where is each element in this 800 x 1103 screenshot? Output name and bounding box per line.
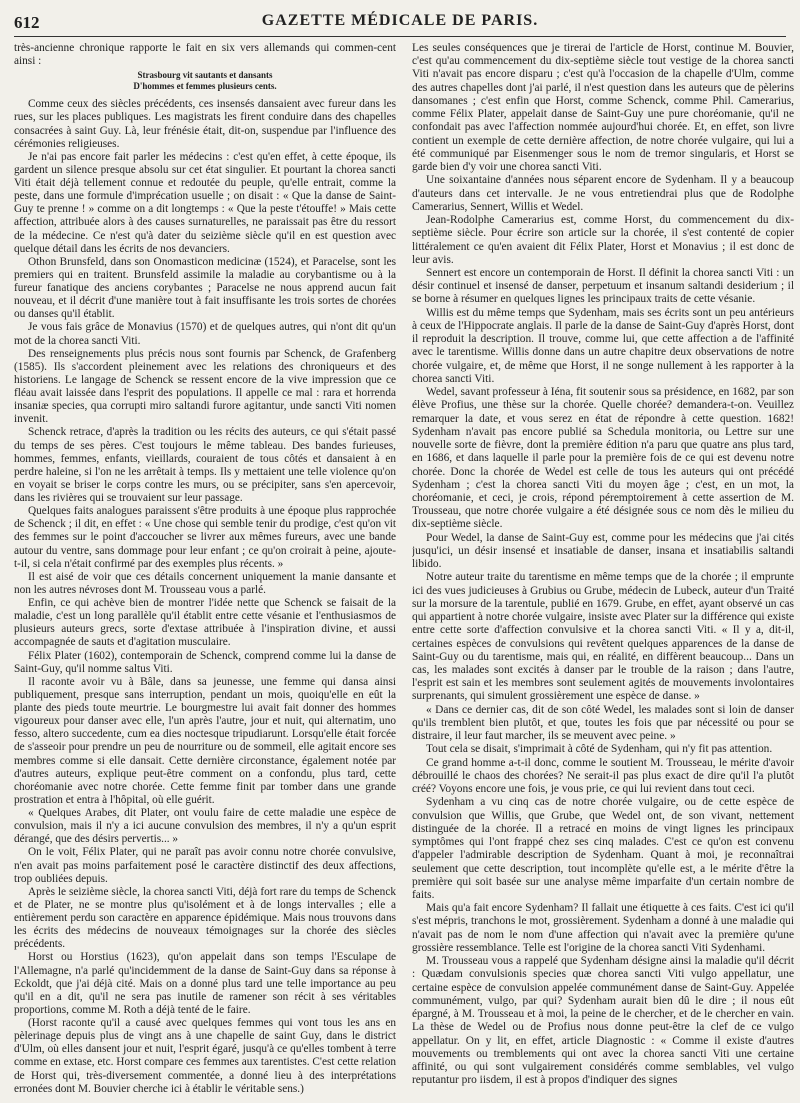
left-column [14, 42, 396, 1098]
paragraph: Schenck retrace, d'après la tradition ou les récits des auteurs, ce qui s'était passé du temps de ses pères. C'est toujours le même tableau. Des bandes furieuses, hommes, femmes, enfants, vieillards, couraient de tous côtés et dansaient à en perdre haleine, si l'on ne les arrêtait à temps. Ils y mettaient une telle violence qu'on en voyait se briser le corps contre les murs, ou se précipiter, sans s'en apercevoir, dans les rivières qui se trouvaient sur leur passage. [14, 426, 396, 504]
paragraph: Il raconte avoir vu à Bâle, dans sa jeunesse, une femme qui dansa ainsi publiquement, presque sans interruption, pendant un mois, quoiqu'elle en eût la plante des pieds toute meurtrie. Le bourgmestre lui avait fait donner des hommes vigoureux pour danser avec elle, l'un après l'autre, jour et nuit, qui alternatim, uno fesso, altero succedente, cum ea dies noctesque tripudiarunt. Lorsqu'elle était forcée de s'asseoir pour prendre un peu de nourriture ou de sommeil, elle agitait encore ses membres comme si elle dansait. Cette dernière circonstance, également notée par d'autres auteurs, explique peut-être comment on a confondu, plus tard, cette choréomanie avec notre chorée. Cette femme finit par tomber dans une grande prostration et entra à l'hôpital, où elle guérit. [14, 675, 396, 806]
paragraph: Félix Plater (1602), contemporain de Schenck, comprend comme lui la danse de Saint-Guy, qu'il nomme saltus Viti. [14, 649, 396, 675]
paragraph: Sydenham a vu cinq cas de notre chorée vulgaire, ou de cette espèce de convulsion que Willis, que Grube, que Wedel ont, de son vivant, nettement distinguée de la chorée. Il a retracé en moins de vingt lignes les principaux symptômes qui l'ont frappé chez ses cinq malades. C'est ce qu'on est convenu d'appeler l'admirable description de Sydenham. Quant à moi, je reconnaîtrai seulement que cette description, tout incomplète qu'elle est, a le mérite d'être la première qui soit basée sur une analyse même imparfaite d'un certain nombre de faits. [412, 796, 794, 901]
paragraph: Comme ceux des siècles précédents, ces insensés dansaient avec fureur dans les rues, sur les places publiques. Les magistrats les firent conduire dans des chapelles consacrées à saint Guy. Là, leur frénésie était, dit-on, suspendue par l'influence des cérémonies religieuses. [14, 98, 396, 150]
paragraph: Notre auteur traite du tarentisme en même temps que de la chorée ; il emprunte ici des vues judicieuses à Grubius ou Grube, médecin de Lubeck, auteur d'un Traité sur la morsure de la tarentule, publié en 1679. Grube, en effet, ayant observé un cas qui appartient à notre chorée vulgaire, insiste avec Plater sur la différence qui existe entre cette sorte d'affection convulsive et la chorea sancti Viti. « Il y a, dit-il, certaines espèces de convulsions qui revêtent quelques apparences de la danse de Saint-Guy ou du tarentisme, mais qui, en réalité, en diffèrent beaucoup... Dans un cas, les malades sont excités à danser par le trouble de la raison ; dans l'autre, l'esprit est sain et les membres sont seulement agités de mouvements involontaires surprenants, qui simulent grossièrement une espèce de danse. » [412, 571, 794, 703]
paragraph: Ce grand homme a-t-il donc, comme le soutient M. Trousseau, le mérite d'avoir débrouillé le chaos des chorées? Ne serait-il pas plus exact de dire qu'il l'a plutôt créé? Voyons encore une fois, je vous prie, ce qui lui revient dans tout ceci. [412, 756, 794, 796]
intro-paragraph: très-ancienne chronique rapporte le fait en six vers allemands qui commen-cent ainsi : [14, 42, 396, 68]
paragraph: (Horst raconte qu'il a causé avec quelques femmes qui vont tous les ans en pèlerinage depuis plus de vingt ans à une chapelle de saint Guy, dans le district d'Ulm, où elles dansent jour et nuit, l'esprit égaré, jusqu'à ce qu'elles tombent à terre comme en extase, etc. Horst compare ces femmes aux tarentistes. C'est cette relation de Horst qui, très-diversement commentée, a donné lieu à des interprétations erronées dont M. Bouvier cherche ici à établir le véritable sens.) [14, 1017, 396, 1095]
paragraph: Des renseignements plus précis nous sont fournis par Schenck, de Grafenberg (1585). Ils s'accordent pleinement avec les relations des chroniqueurs et des historiens. Le langage de Schenck se ressent encore de la vive impression que ce fléau avait laissée dans l'esprit des populations. Il appelle ce mal : rara et horrenda insaniæ species, qua corrupti miro saltandi furore agitantur, unde sancti Viti nomen invenit. [14, 347, 396, 426]
right-column [412, 42, 794, 1098]
paragraph: Willis est du même temps que Sydenham, mais ses écrits sont un peu antérieurs à ceux de l'Hippocrate anglais. Il parle de la danse de Saint-Guy d'après Horst, dont il reproduit la description. Il trouve, comme lui, que cette affection a de l'affinité avec le tarentisme. Willis donne dans un autre chapitre deux observations de notre chorée vulgaire, et, de même que Horst, il ne songe nullement à les rapporter à la chorea sancti Viti. [412, 306, 794, 385]
paragraph: « Dans ce dernier cas, dit de son côté Wedel, les malades sont si loin de danser qu'ils tremblent bien plutôt, et que, toutes les fois que par nécessité ou pour se distraire, il leur faut marcher, ils se meuvent avec peine. » [412, 703, 794, 743]
journal-title: GAZETTE MÉDICALE DE PARIS. [261, 12, 539, 29]
paragraph: Enfin, ce qui achève bien de montrer l'idée nette que Schenck se faisait de la maladie, c'est un long parallèle qu'il établit entre cette vésanie et l'enthusiasmos de plusieurs auteurs grecs, sorte d'extase attribuée à l'inspiration divine, et aussi accompagnée de sauts et d'agitation musculaire. [14, 597, 396, 649]
paragraph: Tout cela se disait, s'imprimait à côté de Sydenham, qui n'y fit pas attention. [426, 743, 773, 756]
verse-line: Strasbourg vit sautants et dansants [137, 70, 273, 81]
paragraph: Il est aisé de voir que ces détails concernent uniquement la manie dansante et non les autres névroses dont M. Trousseau vous a parlé. [14, 570, 396, 596]
paragraph: Wedel, savant professeur à Iéna, fit soutenir sous sa présidence, en 1682, par son élève Profius, une thèse sur la chorée. Quelle chorée? demandera-t-on. Veuillez remarquer la date, et vous serez en état de répondre à cette question. 1682! Sydenham n'avait pas encore publié sa Schedula monitoria, ou Lettre sur une nouvelle sorte de fièvre, dont la première édition n'a paru que quatre ans plus tard, en 1686, et dans laquelle il parle pour la première fois de ce qui est devenu notre chorée. Donc la chorée de Wedel est celle de tous les auteurs qui ont précédé Sydenham ; c'est la chorea sancti Viti du moyen âge ; c'est, en un mot, la choréomanie, et ceci, je crois, répond péremptoirement à cette assertion de M. Trousseau, que notre chorée vulgaire a été désignée sous ce nom dès le milieu du dix-septième siècle. [412, 386, 794, 531]
verse-line: D'hommes et femmes plusieurs cents. [133, 81, 277, 92]
paragraph: Jean-Rodolphe Camerarius est, comme Horst, du commencement du dix-septième siècle. Pour écrire son article sur la chorée, il s'est contenté de copier littéralement ce qu'en avaient dit Félix Plater, Horst et Monavius ; il est donc de leur avis. [412, 214, 794, 266]
paragraph: Je vous fais grâce de Monavius (1570) et de quelques autres, qui n'ont dit qu'un mot de la chorea sancti Viti. [14, 321, 396, 347]
paragraph: Je n'ai pas encore fait parler les médecins : c'est qu'en effet, à cette époque, ils gardent un silence presque absolu sur cet état singulier. Et pourtant la chorea sancti Viti était déjà tellement connue et redoutée du peuple, qu'elle entrait, comme la peste, dans une formule d'imprécation usuelle ; on disait : « Que la danse de Saint-Guy te prenne ! » comme on a dit longtemps : « Que la peste t'étouffe! » Mais cette affection, attribuée alors à des causes surnaturelles, ne paraissait pas être du ressort de la médecine. Ce n'est qu'à dater du seizième siècle qu'il en est question avec quelque détail dans les écrits de nos devanciers. [14, 150, 396, 255]
verse-quote [14, 70, 396, 92]
page-header [14, 10, 786, 37]
paragraph: Une soixantaine d'années nous séparent encore de Sydenham. Il y a beaucoup d'auteurs dans cet intervalle. Je ne vous entretiendrai plus que de Rodolphe Camerarius, Sennert, Willis et Wedel. [412, 174, 794, 213]
paragraph: Horst ou Horstius (1623), qu'on appelait dans son temps l'Esculape de l'Allemagne, n'a parlé qu'incidemment de la danse de Saint-Guy dans sa réponse à Eckoldt, que j'ai déjà cité. Mais on a donné plus tard une telle importance au peu qu'il en a dit, qu'il ne sera pas inutile de ramener son récit à ses véritables proportions, comme M. Roth a déjà tenté de le faire. [14, 951, 396, 1016]
paragraph: Après le seizième siècle, la chorea sancti Viti, déjà fort rare du temps de Schenck et de Plater, ne se montre plus qu'isolément et à de longs intervalles ; elle a entièrement perdu son caractère en apparence épidémique. Mais nous trouvons dans les écrits des médecins de nouveaux témoignages sur la chorée des siècles précédents. [14, 885, 396, 951]
paragraph: « Quelques Arabes, dit Plater, ont voulu faire de cette maladie une espèce de convulsion, mais il n'y a ici aucune convulsion des membres, il n'y a qu'un esprit dérangé, que des désirs pervertis... » [14, 807, 396, 846]
paragraph: On le voit, Félix Plater, qui ne paraît pas avoir connu notre chorée convulsive, n'en avait pas moins parfaitement posé le caractère distinctif des deux affections, trop oubliées depuis. [14, 846, 396, 885]
paragraph: Les seules conséquences que je tirerai de l'article de Horst, continue M. Bouvier, c'est qu'au commencement du dix-septième siècle tout vestige de la chorea sancti Viti n'avait pas encore disparu ; c'est qu'à l'occasion de la chapelle d'Ulm, comme des autres chapelles dont j'ai parlé, il n'est question dans les auteurs que de pèlerins dansomanes ; c'est enfin que Horst, comme Schenck, comme Phil. Camerarius, comme Félix Plater, appelait danse de Saint-Guy une pure choréomanie, qu'il ne confondait pas avec l'affection nommée aujourd'hui chorée. Et, en effet, son livre contient un exemple de cette dernière affection, de notre chorée vulgaire, qui lui a été communiqué par Eisenmenger sous le nom de tremor singularis, et Horst se garde bien d'y voir une chorea sancti Viti. [412, 42, 794, 174]
paragraph: Pour Wedel, la danse de Saint-Guy est, comme pour les médecins que j'ai cités jusqu'ici, un désir insensé et insatiable de danser, insana et insatiabilis saltandi libido. [412, 531, 794, 571]
paragraph: M. Trousseau vous a rappelé que Sydenham désigne ainsi la maladie qu'il décrit : Quædam convulsionis species quæ chorea sancti Viti vulgo appellatur, une certaine espèce de convulsion appelée communément danse de Saint-Guy. Appelée communément, vulgo, par qui? Sydenham aurait bien dû le dire ; il nous eût épargné, à M. Trousseau et à moi, la peine de le chercher, et de le chercher en vain. La thèse de Wedel ou de Profius nous donne peut-être la clef de ce vulgo appellatur. On y lit, en effet, article Diagnostic : « Comme il existe d'autres mouvements ou tremblements qui ont avec la chorea sancti Viti une certaine affinité, ou qui sont vulgairement considérés comme semblables, vel vulgo reputantur pro iisdem, il est à propos d'indiquer des signes [412, 955, 794, 1087]
paragraph: Quelques faits analogues paraissent s'être produits à une époque plus rapprochée de Schenck ; il dit, en effet : « Une chose qui semble tenir du prodige, c'est qu'on vit des femmes sur le point d'accoucher se livrer aux mêmes fureurs, avec une bande autour du ventre, sans dommage pour leur enfant ; ce qu'on croirait à peine, ajoute-t-il, si cela n'était confirmé par des exemples plus récents. » [14, 505, 396, 570]
paragraph: Mais qu'a fait encore Sydenham? Il fallait une étiquette à ces faits. C'est ici qu'il s'est mépris, tranchons le mot, grossièrement. Sydenham a donné à une maladie qui n'avait pas de nom le nom d'une affection qui n'avait avec la première qu'une grossière ressemblance. Telle est l'origine de la chorea sancti Viti Sydenhami. [412, 902, 794, 954]
paragraph: Othon Brunsfeld, dans son Onomasticon medicinæ (1524), et Paracelse, sont les premiers qui en traitent. Brunsfeld assimile la maladie au corybantisme ou à la fureur fanatique des anciens corybantes ; Paracelse ne nous apprend aucun fait nouveau, et il décrit d'une manière tout à fait insuffisante les trois sortes de chorées ou danses qu'il établit. [14, 255, 396, 321]
page-number: 612 [14, 13, 40, 32]
paragraph: Sennert est encore un contemporain de Horst. Il définit la chorea sancti Viti : un désir continuel et insensé de danser, perpetuum et insanum saltandi desiderium ; il se borne à résumer en quelques lignes les principaux traits de cette vésanie. [412, 266, 794, 306]
